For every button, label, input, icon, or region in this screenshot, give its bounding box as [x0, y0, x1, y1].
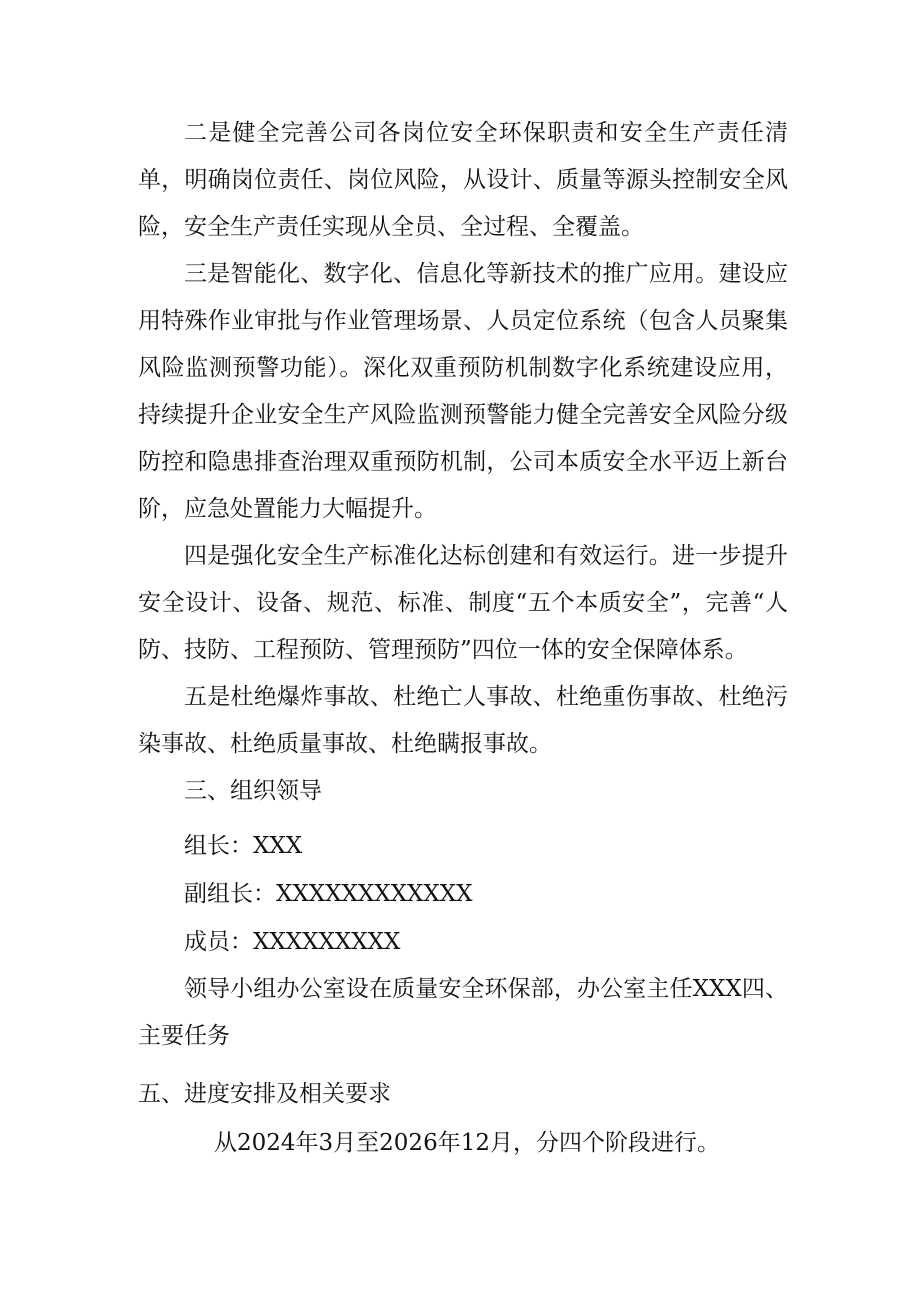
deputy-leader-line: 副组长：XXXXXXXXXXXX	[184, 881, 473, 907]
section-heading-organization: 三、组织领导	[184, 778, 322, 804]
paragraph-standardization: 四是强化安全生产标准化达标创建和有效运行。进一步提升安全设计、设备、规范、标准、制度“五个本质安全”，完善“人防、技防、工程预防、管理预防”四位一体的安全保障体系。	[138, 543, 788, 663]
section-heading-schedule: 五、进度安排及相关要求	[138, 1081, 391, 1107]
paragraph-schedule: 从2024年3月至2026年12月，分四个阶段进行。	[214, 1130, 720, 1156]
paragraph-technology: 三是智能化、数字化、信息化等新技术的推广应用。建设应用特殊作业审批与作业管理场景、人员定位系统（包含人员聚集风险监测预警功能）。深化双重预防机制数字化系统建设应用，持续提升企业安全生产风险监测预警能力健全完善安全风险分级防控和隐患排查治理双重预防机制，公司本质安全水平迈上新台阶，应急处置能力大幅提升。	[138, 261, 788, 522]
paragraph-safety-duty: 二是健全完善公司各岗位安全环保职责和安全生产责任清单，明确岗位责任、岗位风险，从设计、质量等源头控制安全风险，安全生产责任实现从全员、全过程、全覆盖。	[138, 120, 788, 240]
paragraph-zero-accidents: 五是杜绝爆炸事故、杜绝亡人事故、杜绝重伤事故、杜绝污染事故、杜绝质量事故、杜绝瞒报事故。	[138, 684, 788, 757]
group-leader-line: 组长：XXX	[184, 833, 303, 859]
paragraph-office: 领导小组办公室设在质量安全环保部，办公室主任XXX四、主要任务	[138, 976, 788, 1049]
members-line: 成员：XXXXXXXXX	[184, 929, 401, 955]
